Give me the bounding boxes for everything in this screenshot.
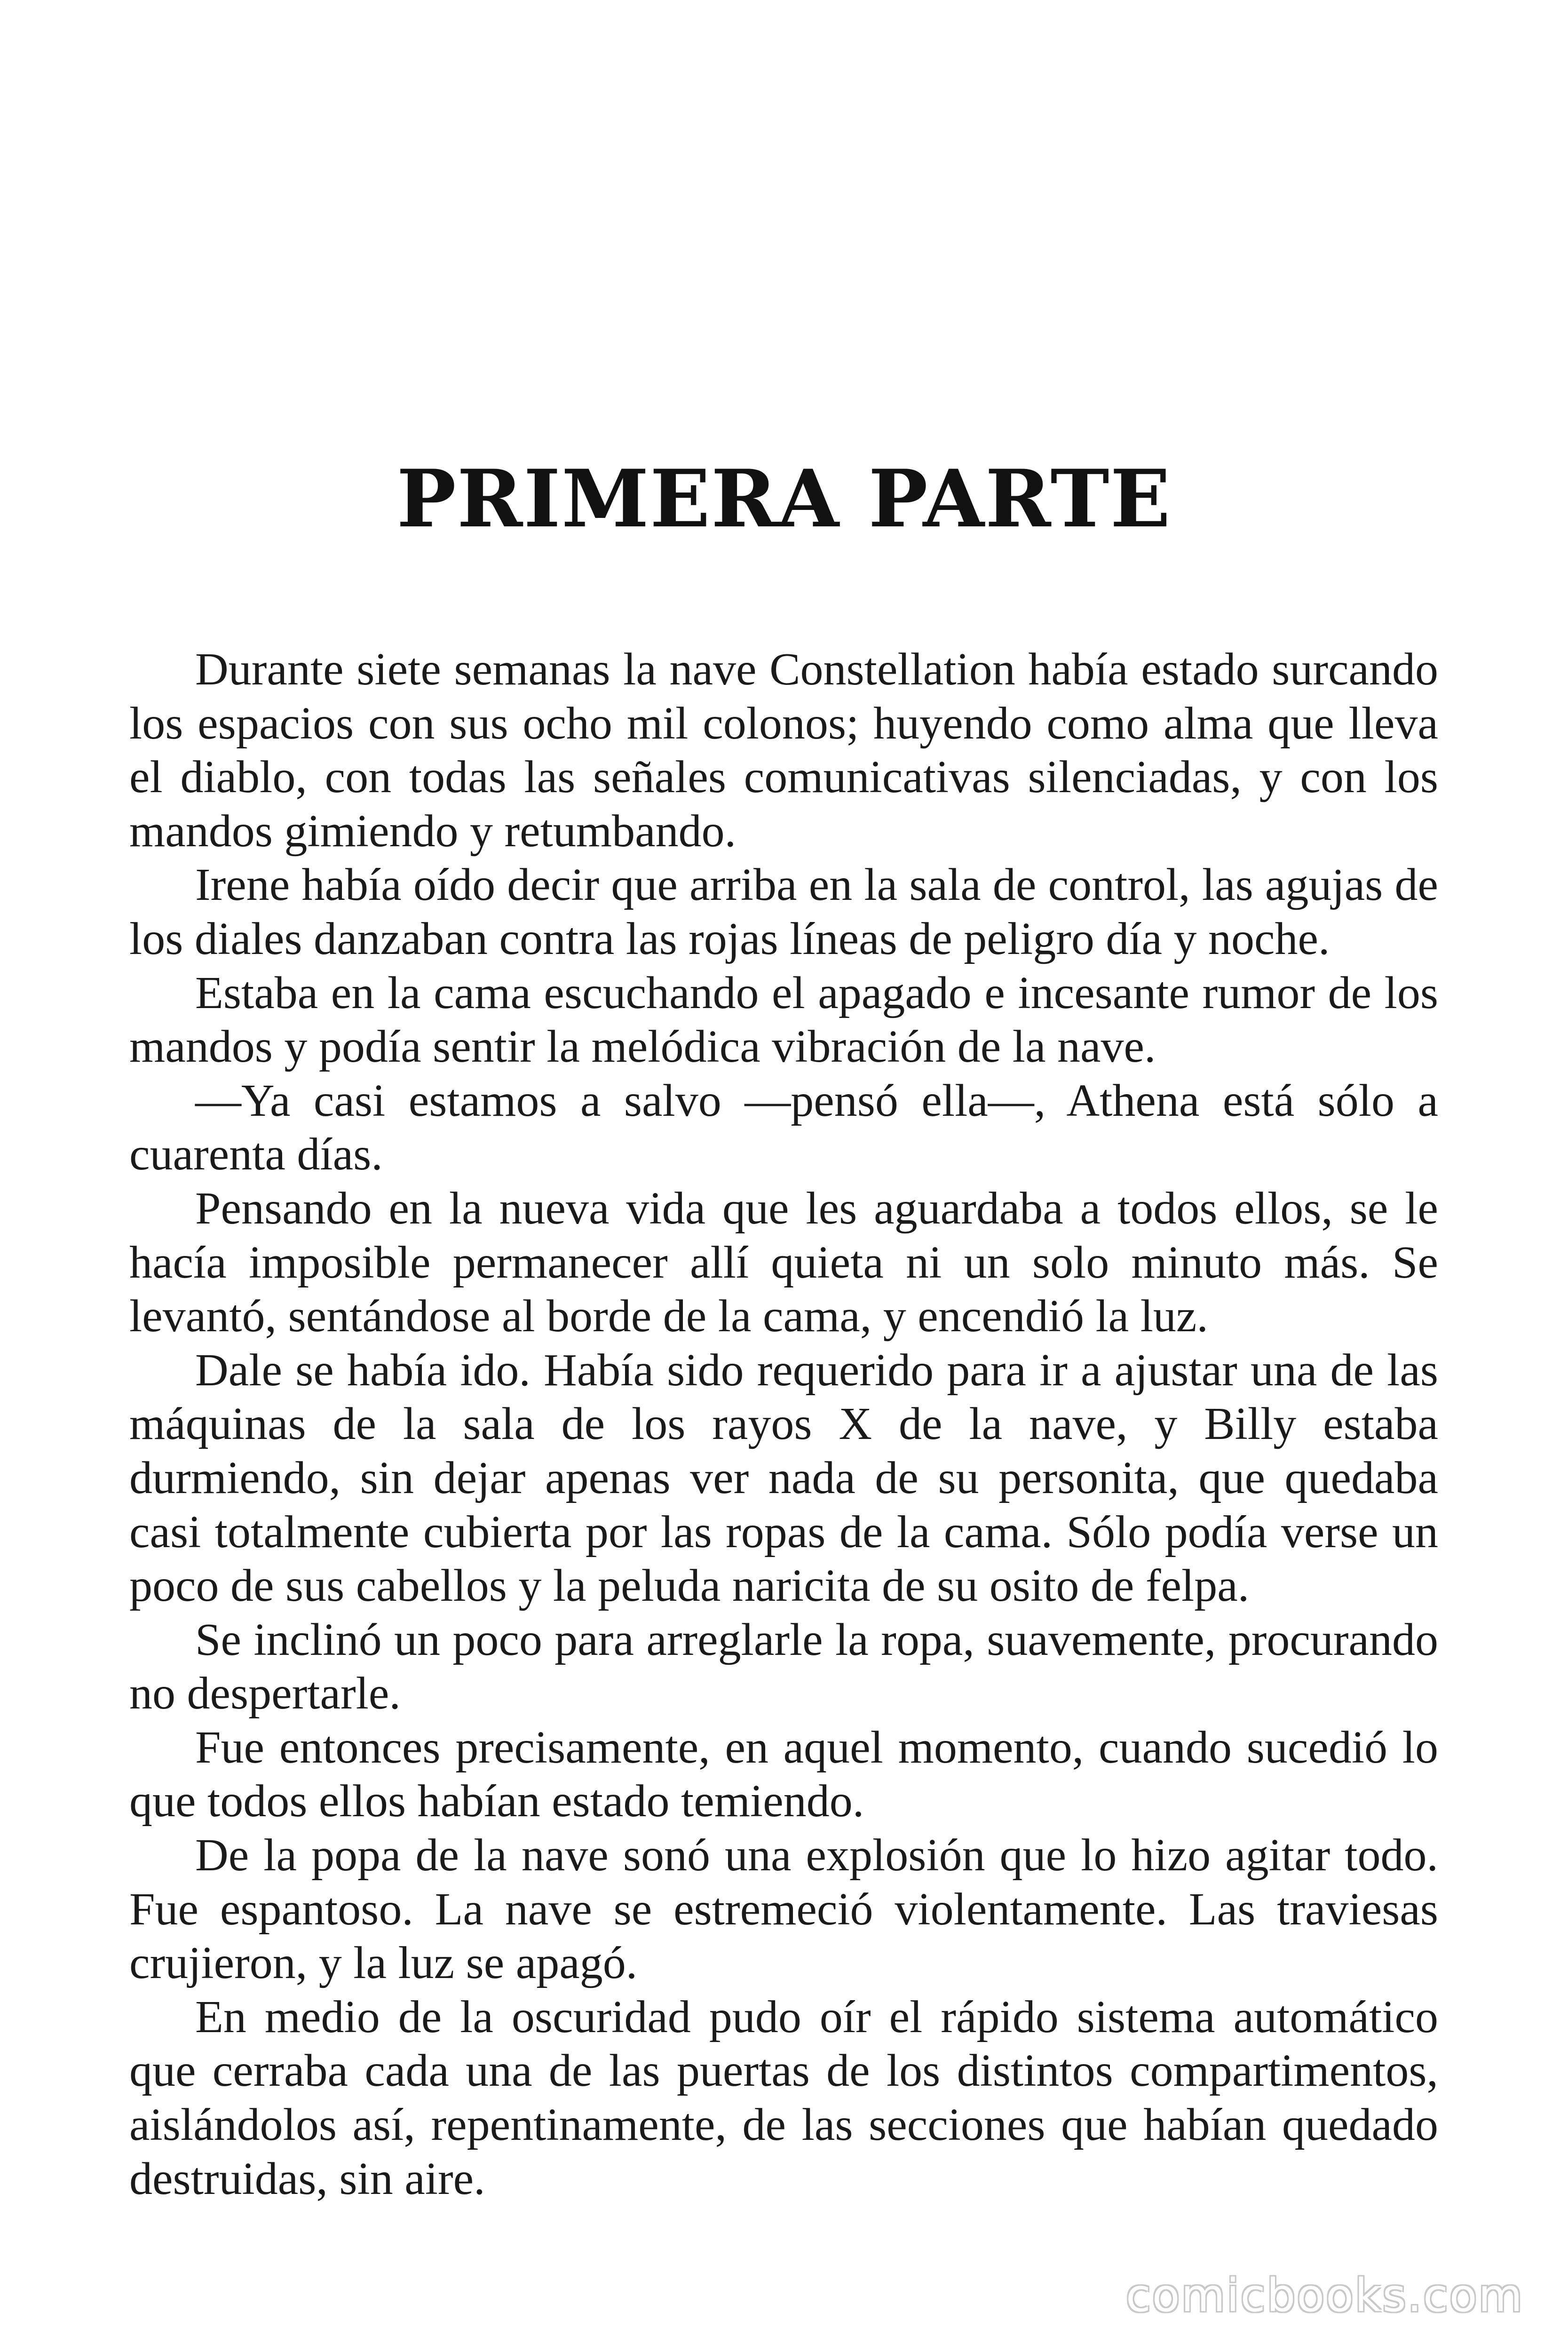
paragraph: Irene había oído decir que arriba en la sala de control, las agujas de los diales danzaban contra las rojas líneas de peligro día y noche. [129, 859, 1438, 964]
paragraph: —Ya casi estamos a salvo —pensó ella—, Athena está sólo a cuarenta días. [129, 1075, 1438, 1180]
paragraph: Fue entonces precisamente, en aquel momento, cuando sucedió lo que todos ellos habían estado temiendo. [129, 1722, 1438, 1827]
paragraph: Pensando en la nueva vida que les aguardaba a todos ellos, se le hacía imposible permanecer allí quieta ni un solo minuto más. Se levantó, sentándose al borde de la cama, y encendió la luz. [129, 1183, 1438, 1342]
paragraph: En medio de la oscuridad pudo oír el rápido sistema automático que cerraba cada una de las puertas de los distintos compartimentos, aislándolos así, repentinamente, de las secciones que habían quedado destruidas, sin aire. [129, 1991, 1438, 2204]
chapter-title: PRIMERA PARTE [396, 452, 1172, 545]
paragraph: Se inclinó un poco para arreglarle la ropa, suavemente, procurando no despertarle. [129, 1614, 1438, 1719]
paragraph: Dale se había ido. Había sido requerido para ir a ajustar una de las máquinas de la sala de los rayos X de la nave, y Billy estaba durmiendo, sin dejar apenas ver nada de su personita, que quedaba casi totalmente cubierta por las ropas de la cama. Sólo podía verse un poco de sus cabellos y la peluda naricita de su osito de felpa. [129, 1344, 1438, 1612]
paragraph: Estaba en la cama escuchando el apagado e incesante rumor de los mandos y podía sentir la melódica vibración de la nave. [129, 967, 1438, 1073]
body-text [129, 643, 1438, 2206]
paragraph: De la popa de la nave sonó una explosión que lo hizo agitar todo. Fue espantoso. La nave se estremeció violentamente. Las traviesas crujieron, y la luz se apagó. [129, 1830, 1438, 1989]
paragraph: Durante siete semanas la nave Constellation había estado surcando los espacios con sus ocho mil colonos; huyendo como alma que lleva el diablo, con todas las señales comunicativas silenciadas, y con los mandos gimiendo y retumbando. [129, 644, 1438, 857]
watermark: comicbooks.com [1125, 2269, 1524, 2322]
